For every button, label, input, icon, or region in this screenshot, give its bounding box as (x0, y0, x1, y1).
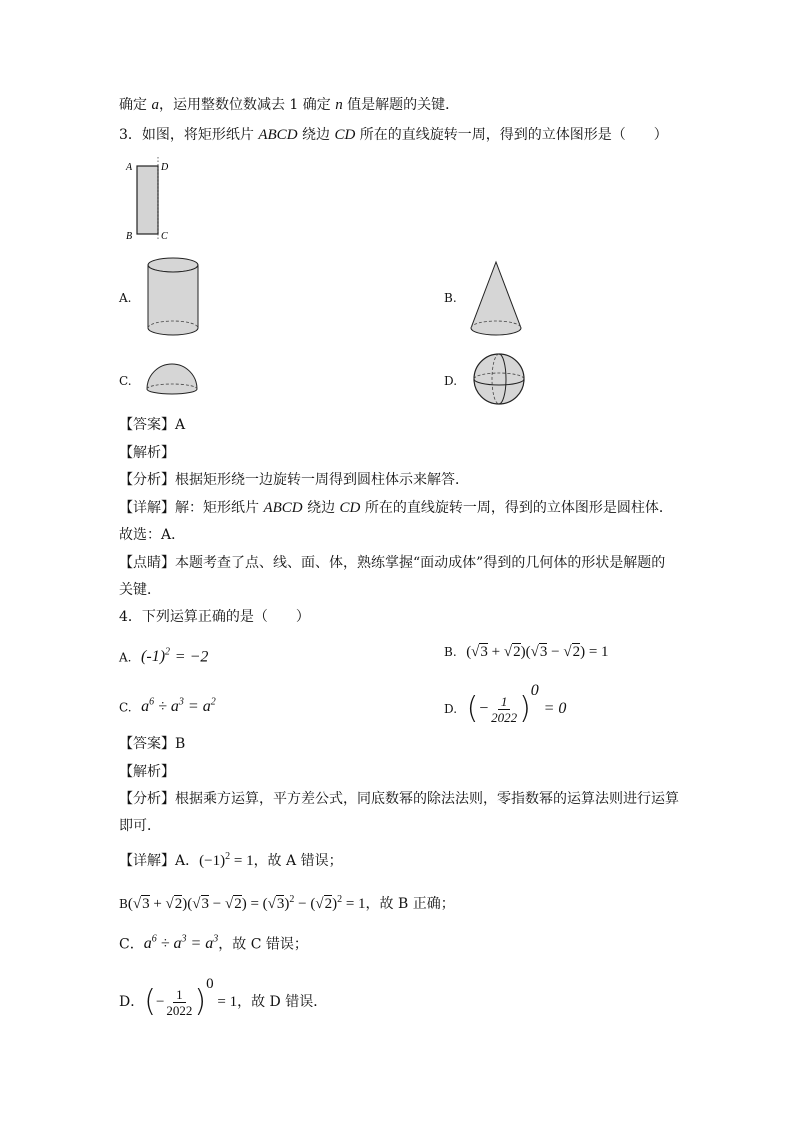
sphere-icon (472, 352, 526, 406)
q3-fenxi: 【分析】根据矩形绕一边旋转一周得到圆柱体示来解答． (119, 472, 469, 488)
q4-answer: 【答案】B (119, 736, 186, 752)
q4-option-b: B. (√3 + √2)(√3 − √2) = 1 (444, 644, 609, 660)
q4-detail-b: $B(√3 + √2)(√3 - √2) = (√3)^2 - (√2)^2 = 1$，故 B 正确； (119, 894, 455, 912)
label-a: A (126, 162, 133, 173)
q3-jiexi: 【解析】 (119, 445, 175, 461)
label-d: D (161, 162, 169, 173)
cone-icon (468, 260, 524, 340)
q4-fenxi-line1: 【分析】根据乘方运算，平方差公式，同底数幂的除法法则，零指数幂的运算法则进行运算 (119, 791, 679, 807)
intro-line: 确定 a，运用整数位数减去 1 确定 n 值是解题的关键． (119, 97, 460, 113)
q3-xiangjie: 【详解】解：矩形纸片 ABCD 绕边 CD 所在的直线旋转一周，得到的立体图形是圆柱体． (119, 500, 673, 516)
q3-option-b-letter: B. (444, 291, 457, 305)
q4-option-d: D. (− $\frac{1}{2022}$ )$^0$ = 0 (444, 682, 567, 726)
q4-detail-c: C．$a^6 \div a^3 = a^3$，故 C 错误； (119, 934, 308, 953)
q3-option-c-letter: C. (119, 374, 132, 388)
q4-detail-d: D．(− $\frac{1}{2022}$ )$^0$ = 1，故 D 错误． (119, 976, 328, 1019)
q3-option-d-letter: D. (444, 374, 458, 388)
q3-option-a-letter: A. (119, 291, 132, 305)
q4-option-a: A. $(-1)^2 = -2$ (119, 647, 209, 666)
label-b: B (126, 231, 133, 242)
q3-dianjing-line1: 【点睛】本题考查了点、线、面、体，熟练掌握“面动成体”得到的几何体的形状是解题的 (119, 555, 666, 571)
cylinder-icon (145, 256, 201, 338)
q4-fenxi-line2: 即可． (119, 818, 161, 834)
q4-option-c: C. $a^6 \div a^3 = a^2$ (119, 697, 216, 716)
q3-dianjing-line2: 关键． (119, 582, 161, 598)
q4-stem: 4．下列运算正确的是（ ） (119, 609, 310, 625)
q3-choice: 故选：A． (119, 527, 186, 543)
label-c: C (161, 231, 168, 242)
q4-detail-a: 【详解】A．$(-1)^2 = 1$，故 A 错误； (119, 851, 343, 869)
rectangle-abcd-figure (120, 155, 180, 245)
hemisphere-icon (144, 360, 200, 396)
q4-jiexi: 【解析】 (119, 764, 175, 780)
q3-answer: 【答案】A (119, 417, 186, 433)
q3-stem: 3．如图，将矩形纸片 ABCD 绕边 CD 所在的直线旋转一周，得到的立体图形是（ ） (119, 127, 668, 143)
